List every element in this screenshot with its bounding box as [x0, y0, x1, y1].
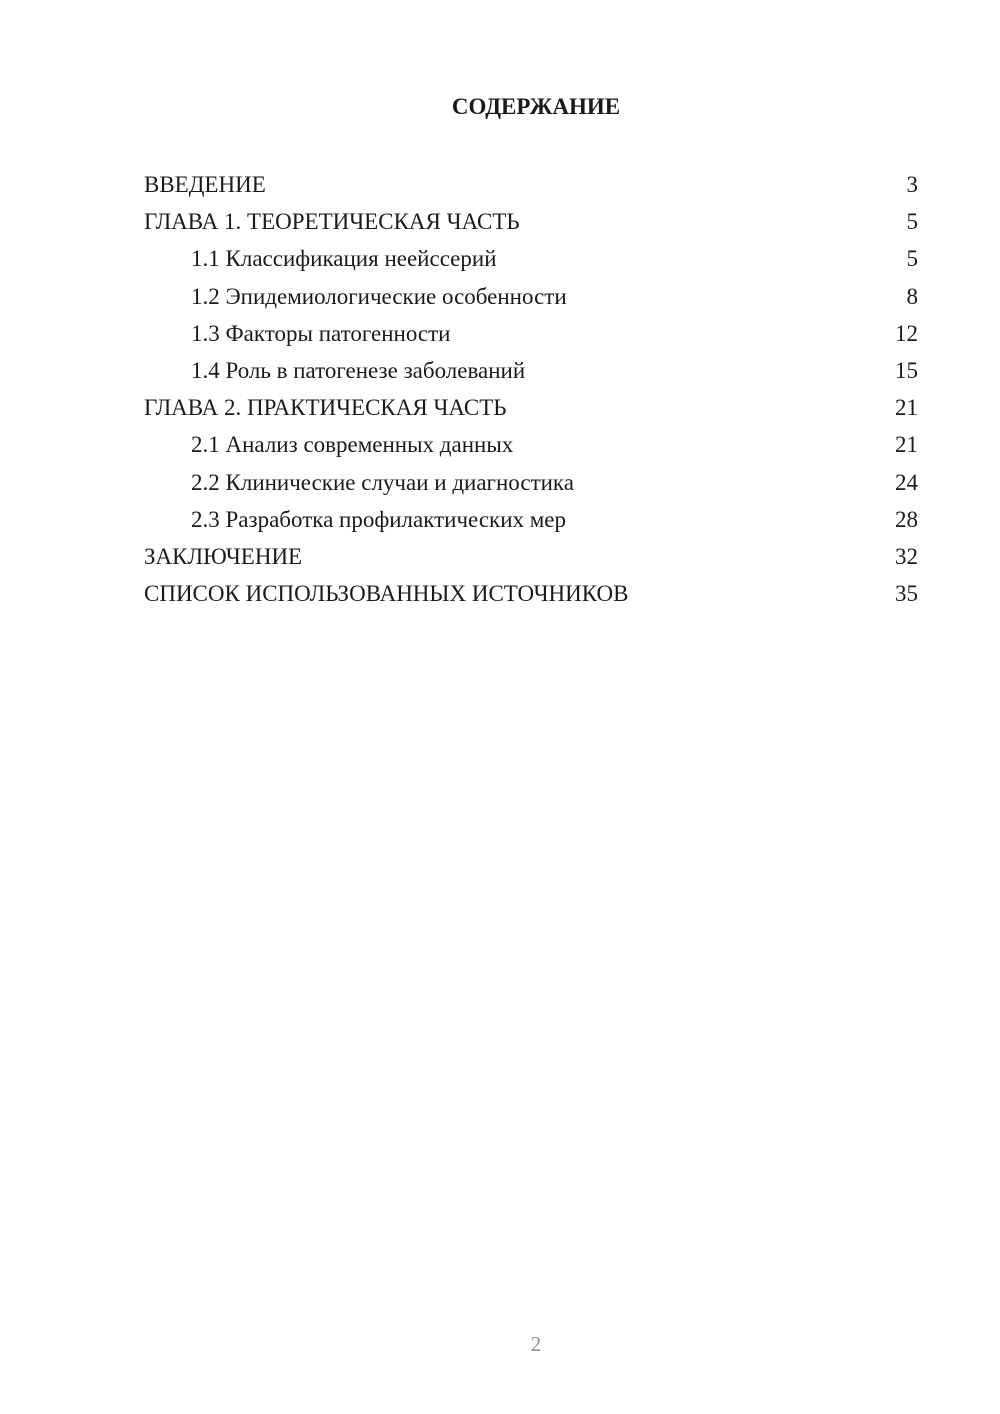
- toc-entry-label: ГЛАВА 1. ТЕОРЕТИЧЕСКАЯ ЧАСТЬ: [144, 209, 520, 235]
- toc-entry-section-2-2[interactable]: [144, 464, 918, 501]
- toc-entry-page: 5: [906, 209, 918, 235]
- toc-entry-label: СПИСОК ИСПОЛЬЗОВАННЫХ ИСТОЧНИКОВ: [144, 581, 629, 607]
- toc-entry-label: 2.1 Анализ современных данных: [191, 432, 514, 458]
- toc-entry-page: 3: [906, 172, 918, 197]
- toc-entry-section-2-3[interactable]: [144, 501, 918, 538]
- toc-entry-page: 21: [895, 395, 918, 421]
- toc-entry-introduction[interactable]: [144, 166, 918, 203]
- toc-entry-label: 2.2 Клинические случаи и диагностика: [191, 469, 574, 495]
- toc-entry-page: 15: [895, 357, 918, 383]
- toc-entry-section-2-1[interactable]: [144, 426, 918, 463]
- page-number: 2: [530, 1332, 542, 1356]
- toc-entry-page: 32: [895, 543, 918, 569]
- toc-entry-page: 8: [906, 283, 918, 309]
- toc-entry-page: 35: [895, 581, 918, 607]
- toc-entry-section-1-2[interactable]: [144, 278, 918, 315]
- toc-entry-label: 1.4 Роль в патогенезе заболеваний: [191, 357, 526, 383]
- page-title: СОДЕРЖАНИЕ: [451, 94, 621, 119]
- toc-entry-page: 5: [906, 246, 918, 272]
- toc-entry-label: 2.3 Разработка профилактических мер: [191, 506, 567, 532]
- toc-entry-label: 1.3 Факторы патогенности: [191, 320, 451, 346]
- toc-entry-page: 12: [895, 320, 918, 346]
- toc-entry-page: 28: [895, 506, 918, 532]
- table-of-contents: [144, 166, 918, 612]
- toc-entry-chapter-1[interactable]: [144, 203, 918, 240]
- toc-entry-section-1-1[interactable]: [144, 240, 918, 277]
- toc-entry-label: 1.1 Классификация неейссерий: [191, 246, 497, 272]
- toc-entry-label: 1.2 Эпидемиологические особенности: [191, 283, 567, 309]
- toc-entry-label: ГЛАВА 2. ПРАКТИЧЕСКАЯ ЧАСТЬ: [144, 395, 507, 421]
- toc-entry-conclusion[interactable]: [144, 538, 918, 575]
- toc-entry-chapter-2[interactable]: [144, 389, 918, 426]
- toc-entry-section-1-3[interactable]: [144, 315, 918, 352]
- toc-entry-references[interactable]: [144, 575, 918, 612]
- toc-entry-page: 21: [895, 432, 918, 458]
- toc-entry-label: ВВЕДЕНИЕ: [144, 172, 266, 197]
- toc-entry-label: ЗАКЛЮЧЕНИЕ: [144, 543, 303, 569]
- toc-entry-page: 24: [895, 469, 918, 495]
- toc-entry-section-1-4[interactable]: [144, 352, 918, 389]
